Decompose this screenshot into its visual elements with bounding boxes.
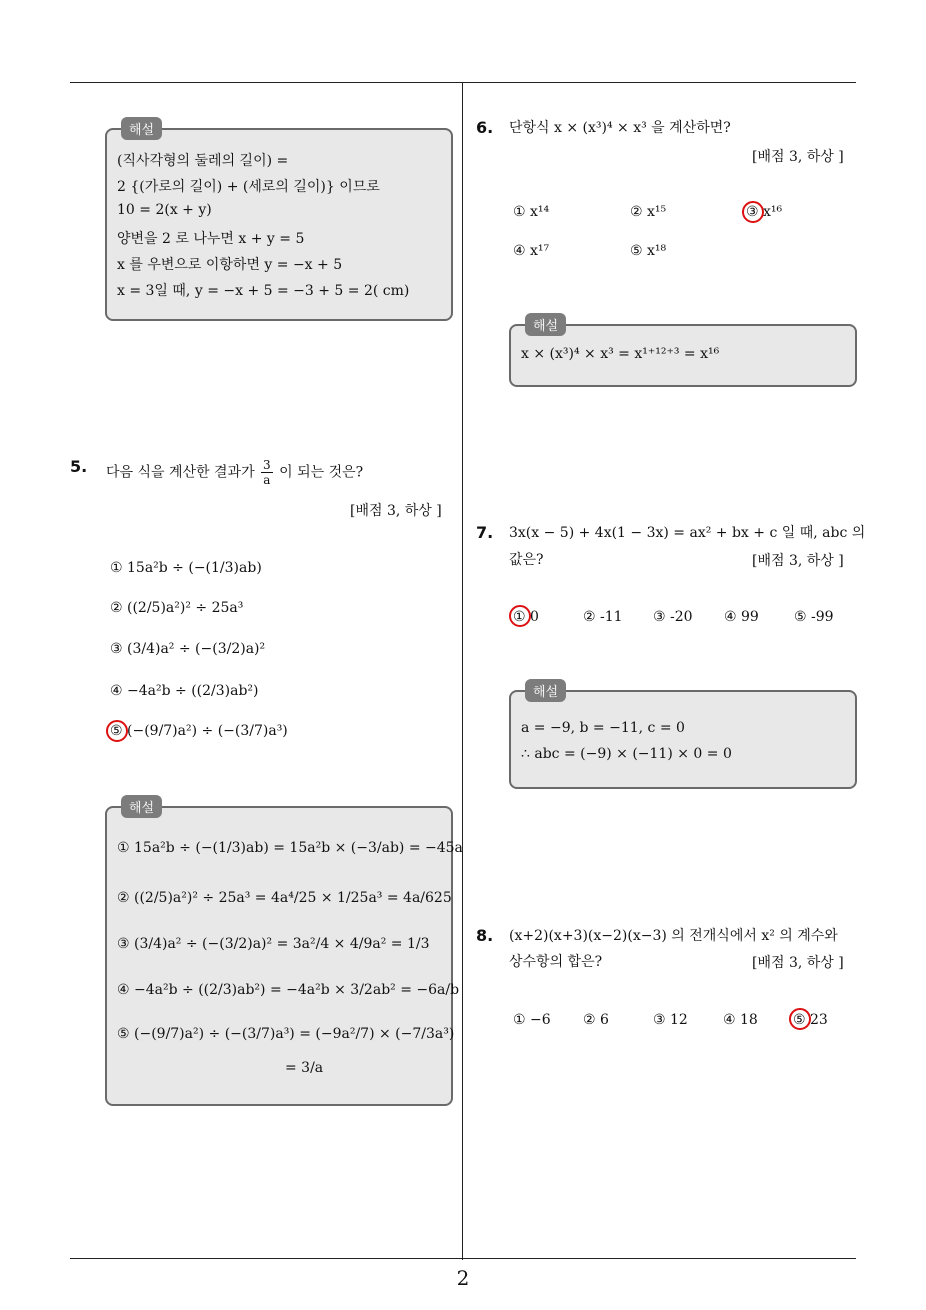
answer-circle-q8 bbox=[789, 1008, 811, 1030]
fraction-numerator: 3 bbox=[263, 458, 271, 472]
answer-circle-q6 bbox=[742, 201, 764, 223]
solution-line: ③ (3/4)a² ÷ (−(3/2)a)² = 3a²/4 × 4/9a² = 1/3 bbox=[117, 936, 430, 952]
question-number-8: 8. bbox=[476, 926, 494, 945]
question-7-meta: [배점 3, 하상 ] bbox=[752, 553, 844, 569]
solution-line: ∴ abc = (−9) × (−11) × 0 = 0 bbox=[521, 746, 732, 762]
question-5-fraction bbox=[261, 458, 273, 487]
question-number-5: 5. bbox=[70, 457, 88, 476]
solution-line: ② ((2/5)a²)² ÷ 25a³ = 4a⁴/25 × 1/25a³ = 4a/625 bbox=[117, 890, 452, 906]
question-number-6: 6. bbox=[476, 118, 494, 137]
solution-tag: 해설 bbox=[121, 795, 162, 818]
question-5-text-before: 다음 식을 계산한 결과가 bbox=[106, 464, 255, 481]
answer-circle-q7 bbox=[509, 605, 531, 627]
solution-box-q7 bbox=[509, 685, 857, 789]
question-7-text: 3x(x − 5) + 4x(1 − 3x) = ax² + bx + c 일 때, abc 의 bbox=[509, 525, 866, 541]
q6-option-4[interactable]: ④ x¹⁷ bbox=[513, 243, 550, 259]
top-rule bbox=[70, 82, 856, 83]
solution-line: = 3/a bbox=[285, 1060, 324, 1076]
page-number: 2 bbox=[456, 1266, 470, 1290]
q6-option-5[interactable]: ⑤ x¹⁸ bbox=[630, 243, 667, 259]
solution-line: x = 3일 때, y = −x + 5 = −3 + 5 = 2( cm) bbox=[117, 283, 410, 299]
q6-option-3[interactable]: ③ x¹⁶ bbox=[746, 204, 783, 220]
q8-option-2[interactable]: ② 6 bbox=[583, 1012, 609, 1028]
column-divider bbox=[462, 82, 463, 1260]
question-5-text-after: 이 되는 것은? bbox=[279, 464, 364, 481]
solution-box-q5 bbox=[105, 801, 463, 1106]
q8-option-4[interactable]: ④ 18 bbox=[723, 1012, 758, 1028]
solution-line: ④ −4a²b ÷ ((2/3)ab²) = −4a²b × 3/2ab² = −6a/b bbox=[117, 982, 460, 998]
question-7-text-line2: 값은? bbox=[509, 552, 544, 568]
solution-tag: 해설 bbox=[121, 117, 162, 140]
solution-line: 양변을 2 로 나누면 x + y = 5 bbox=[117, 231, 305, 247]
solution-line: ⑤ (−(9/7)a²) ÷ (−(3/7)a³) = (−9a²/7) × (−7/3a³) bbox=[117, 1026, 455, 1042]
q6-option-1[interactable]: ① x¹⁴ bbox=[513, 204, 550, 220]
q8-option-1[interactable]: ① −6 bbox=[513, 1012, 551, 1028]
q5-option-1[interactable]: ① 15a²b ÷ (−(1/3)ab) bbox=[110, 560, 262, 576]
solution-box-q6 bbox=[509, 319, 857, 387]
q7-option-1[interactable]: ① 0 bbox=[513, 609, 539, 625]
question-8-text: (x+2)(x+3)(x−2)(x−3) 의 전개식에서 x² 의 계수와 bbox=[509, 928, 838, 944]
question-5-meta: [배점 3, 하상 ] bbox=[350, 503, 442, 519]
q7-option-5[interactable]: ⑤ -99 bbox=[794, 609, 834, 625]
solution-box-q4 bbox=[105, 123, 453, 321]
solution-line: ① 15a²b ÷ (−(1/3)ab) = 15a²b × (−3/ab) = −45a bbox=[117, 840, 463, 856]
question-6-meta: [배점 3, 하상 ] bbox=[752, 149, 844, 165]
bottom-rule bbox=[70, 1258, 856, 1259]
q5-option-3[interactable]: ③ (3/4)a² ÷ (−(3/2)a)² bbox=[110, 641, 266, 657]
solution-tag: 해설 bbox=[525, 679, 566, 702]
solution-line: x × (x³)⁴ × x³ = x¹⁺¹²⁺³ = x¹⁶ bbox=[521, 346, 720, 362]
q7-option-4[interactable]: ④ 99 bbox=[724, 609, 759, 625]
q8-option-5[interactable]: ⑤ 23 bbox=[793, 1012, 828, 1028]
solution-line: a = −9, b = −11, c = 0 bbox=[521, 720, 685, 736]
solution-line: 10 = 2(x + y) bbox=[117, 202, 212, 218]
q7-option-3[interactable]: ③ -20 bbox=[653, 609, 693, 625]
question-5-text bbox=[106, 458, 363, 487]
q5-option-5[interactable]: ⑤ (−(9/7)a²) ÷ (−(3/7)a³) bbox=[110, 723, 288, 739]
q5-option-2[interactable]: ② ((2/5)a²)² ÷ 25a³ bbox=[110, 600, 244, 616]
answer-circle-q5 bbox=[106, 720, 128, 742]
solution-line: (직사각형의 둘레의 길이) = bbox=[117, 153, 289, 169]
question-8-text-line2: 상수항의 합은? bbox=[509, 954, 603, 970]
question-6-text: 단항식 x × (x³)⁴ × x³ 을 계산하면? bbox=[509, 120, 731, 136]
question-8-meta: [배점 3, 하상 ] bbox=[752, 955, 844, 971]
q8-option-3[interactable]: ③ 12 bbox=[653, 1012, 688, 1028]
q5-option-4[interactable]: ④ −4a²b ÷ ((2/3)ab²) bbox=[110, 683, 259, 699]
fraction-denominator: a bbox=[263, 473, 271, 487]
solution-line: x 를 우변으로 이항하면 y = −x + 5 bbox=[117, 257, 343, 273]
solution-line: 2 {(가로의 길이) + (세로의 길이)} 이므로 bbox=[117, 179, 380, 195]
q7-option-2[interactable]: ② -11 bbox=[583, 609, 623, 625]
q6-option-2[interactable]: ② x¹⁵ bbox=[630, 204, 667, 220]
question-number-7: 7. bbox=[476, 523, 494, 542]
solution-tag: 해설 bbox=[525, 313, 566, 336]
